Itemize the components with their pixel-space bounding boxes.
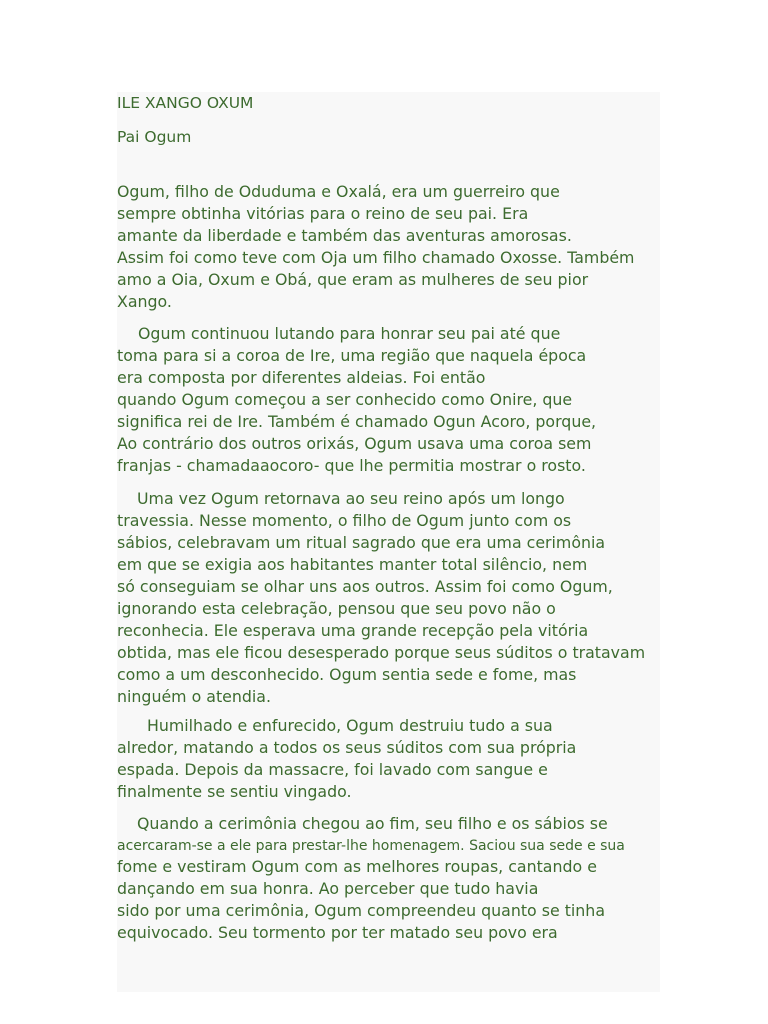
- text-line: significa rei de Ire. Também é chamado Ogun Acoro, porque,: [117, 412, 597, 431]
- text-line: quando Ogum começou a ser conhecido como Onire, que: [117, 390, 573, 409]
- text-line: Quando a cerimônia chegou ao fim, seu filho e os sábios se: [137, 814, 608, 833]
- text-line: finalmente se sentiu vingado.: [117, 782, 352, 801]
- text-line: sempre obtinha vitórias para o reino de seu pai. Era: [117, 204, 529, 223]
- text-line: Humilhado e enfurecido, Ogum destruiu tudo a sua: [147, 716, 553, 735]
- text-line: Assim foi como teve com Oja um filho chamado Oxosse. Também: [117, 248, 635, 267]
- document-subtitle: Pai Ogum: [117, 128, 192, 146]
- text-line: em que se exigia aos habitantes manter total silêncio, nem: [117, 555, 588, 574]
- text-line: amante da liberdade e também das aventuras amorosas.: [117, 226, 572, 245]
- text-line: como a um desconhecido. Ogum sentia sede e fome, mas: [117, 665, 577, 684]
- text-line: só conseguiam se olhar uns aos outros. Assim foi como Ogum,: [117, 577, 613, 596]
- text-line: reconhecia. Ele esperava uma grande recepção pela vitória: [117, 621, 589, 640]
- text-line: Uma vez Ogum retornava ao seu reino após um longo: [137, 489, 565, 508]
- text-line: fome e vestiram Ogum com as melhores roupas, cantando e: [117, 857, 597, 876]
- text-line: Xango.: [117, 292, 172, 311]
- text-line: era composta por diferentes aldeias. Foi então: [117, 368, 486, 387]
- text-line: ignorando esta celebração, pensou que seu povo não o: [117, 599, 556, 618]
- text-line: sábios, celebravam um ritual sagrado que era uma cerimônia: [117, 533, 606, 552]
- text-line: sido por uma cerimônia, Ogum compreendeu quanto se tinha: [117, 901, 605, 920]
- text-line: Ogum, filho de Oduduma e Oxalá, era um guerreiro que: [117, 182, 560, 201]
- text-line: acercaram-se a ele para prestar-lhe homenagem. Saciou sua sede e sua: [117, 838, 625, 854]
- text-line: Ogum continuou lutando para honrar seu pai até que: [138, 324, 561, 343]
- document-title: ILE XANGO OXUM: [117, 94, 254, 112]
- text-line: espada. Depois da massacre, foi lavado com sangue e: [117, 760, 548, 779]
- text-line: ninguém o atendia.: [117, 687, 271, 706]
- text-line: amo a Oia, Oxum e Obá, que eram as mulheres de seu pior: [117, 270, 589, 289]
- text-line: equivocado. Seu tormento por ter matado seu povo era: [117, 923, 558, 942]
- text-line: travessia. Nesse momento, o filho de Ogum junto com os: [117, 511, 572, 530]
- text-line: toma para si a coroa de Ire, uma região que naquela época: [117, 346, 587, 365]
- text-line: dançando em sua honra. Ao perceber que tudo havia: [117, 879, 539, 898]
- text-line: Ao contrário dos outros orixás, Ogum usava uma coroa sem: [117, 434, 592, 453]
- text-line: alredor, matando a todos os seus súditos com sua própria: [117, 738, 577, 757]
- text-line: franjas - chamadaaocoro- que lhe permitia mostrar o rosto.: [117, 456, 586, 475]
- text-line: obtida, mas ele ficou desesperado porque seus súditos o tratavam: [117, 643, 646, 662]
